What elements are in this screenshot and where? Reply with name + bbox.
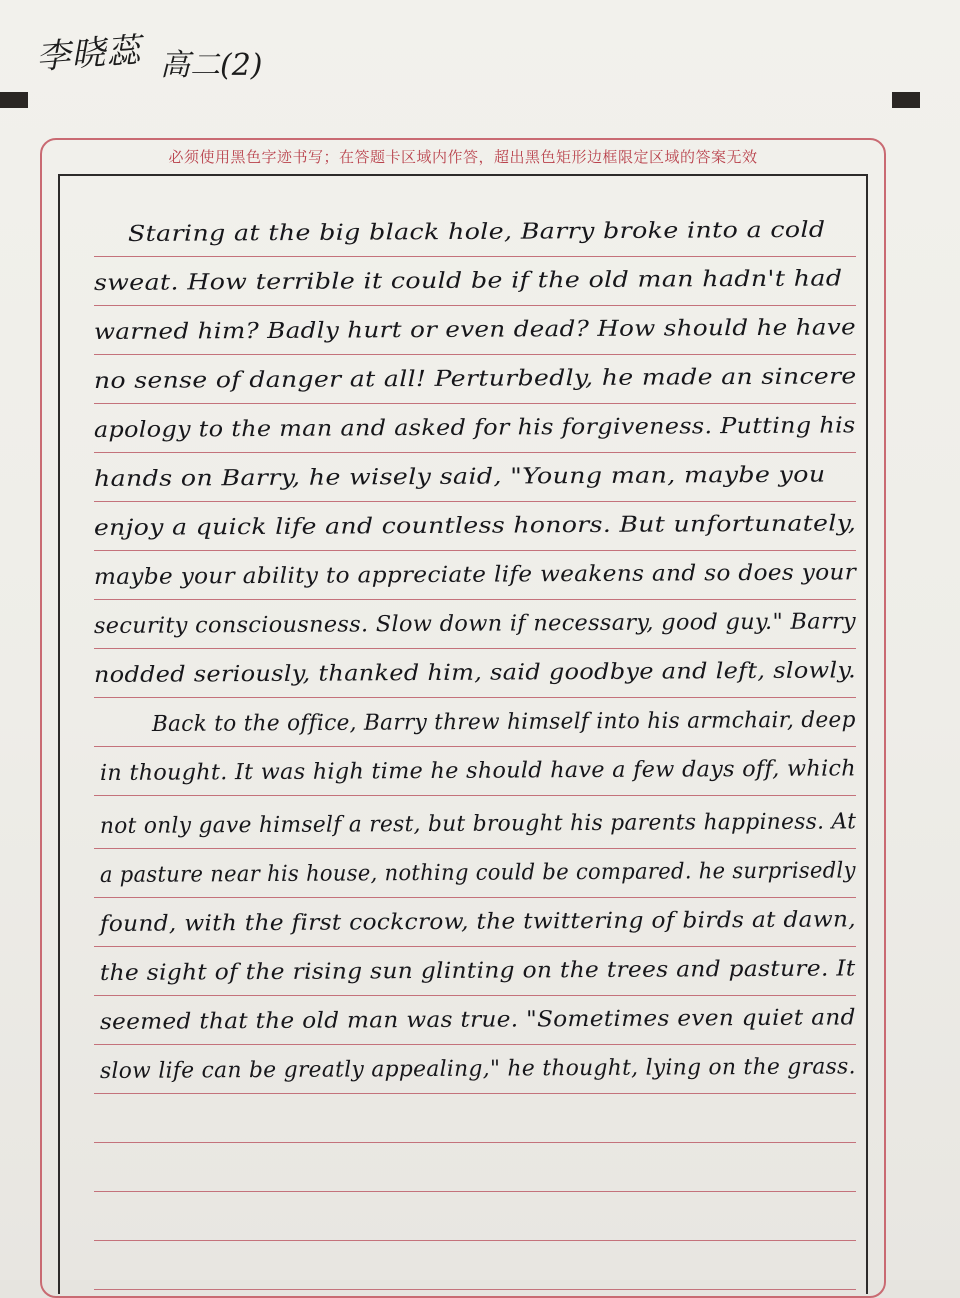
ruled-line	[94, 256, 856, 257]
ruled-line	[94, 697, 856, 698]
ruled-line	[94, 648, 856, 649]
ruled-line	[94, 1093, 856, 1094]
ruled-line	[94, 1289, 856, 1290]
essay-line: nodded seriously, thanked him, said goodbye and left, slowly.	[93, 658, 857, 688]
essay-line: in thought. It was high time he should have a few days off, which	[99, 756, 857, 786]
ruled-line	[94, 1191, 856, 1192]
essay-line: apology to the man and asked for his forgiveness. Putting his	[93, 413, 856, 443]
essay-line: enjoy a quick life and countless honors. But unfortunately,	[93, 511, 857, 541]
ruled-line	[94, 995, 856, 996]
ruled-line	[94, 1044, 856, 1045]
essay-line: seemed that the old man was true. "Sometimes even quiet and	[99, 1005, 856, 1035]
class-label: 高二(2)	[160, 48, 263, 83]
essay-line: no sense of danger at all! Perturbedly, he made an sincere	[93, 364, 857, 394]
essay-line: the sight of the rising sun glinting on the trees and pasture. It	[99, 956, 856, 986]
ruled-line	[94, 403, 856, 404]
essay-line: security consciousness. Slow down if necessary, good guy." Barry	[93, 609, 857, 639]
ruled-line	[94, 354, 856, 355]
ruled-line	[94, 599, 856, 600]
essay-line: maybe your ability to appreciate life weakens and so does your	[93, 560, 857, 590]
ruled-line	[94, 795, 856, 796]
ruled-line	[94, 452, 856, 453]
alignment-marker-right	[892, 92, 920, 108]
ruled-line	[94, 1240, 856, 1241]
ruled-line	[94, 746, 856, 747]
essay-line: Staring at the big black hole, Barry broke into a cold	[127, 217, 826, 247]
ruled-line	[94, 946, 856, 947]
essay-line: sweat. How terrible it could be if the old man hadn't had	[93, 266, 843, 296]
ruled-line	[94, 501, 856, 502]
essay-line: hands on Barry, he wisely said, "Young man, maybe you	[93, 462, 826, 492]
ruled-line	[94, 550, 856, 551]
ruled-line	[94, 897, 856, 898]
answer-card-instruction: 必须使用黑色字迹书写；在答题卡区域内作答，超出黑色矩形边框限定区域的答案无效	[168, 148, 758, 166]
ruled-line	[94, 848, 856, 849]
ruled-line	[94, 1142, 856, 1143]
essay-line: a pasture near his house, nothing could be compared. he surprisedly	[99, 858, 856, 888]
essay-line: slow life can be greatly appealing," he thought, lying on the grass.	[99, 1054, 856, 1084]
ruled-line	[94, 305, 856, 306]
essay-line: warned him? Badly hurt or even dead? How should he have	[93, 315, 857, 345]
essay-line: not only gave himself a rest, but brought his parents happiness. At	[99, 809, 857, 839]
essay-line: found, with the first cockcrow, the twittering of birds at dawn,	[99, 907, 857, 937]
alignment-marker-left	[0, 92, 28, 108]
essay-line: Back to the office, Barry threw himself into his armchair, deep	[151, 707, 856, 737]
student-name: 李晓蕊	[34, 30, 143, 78]
